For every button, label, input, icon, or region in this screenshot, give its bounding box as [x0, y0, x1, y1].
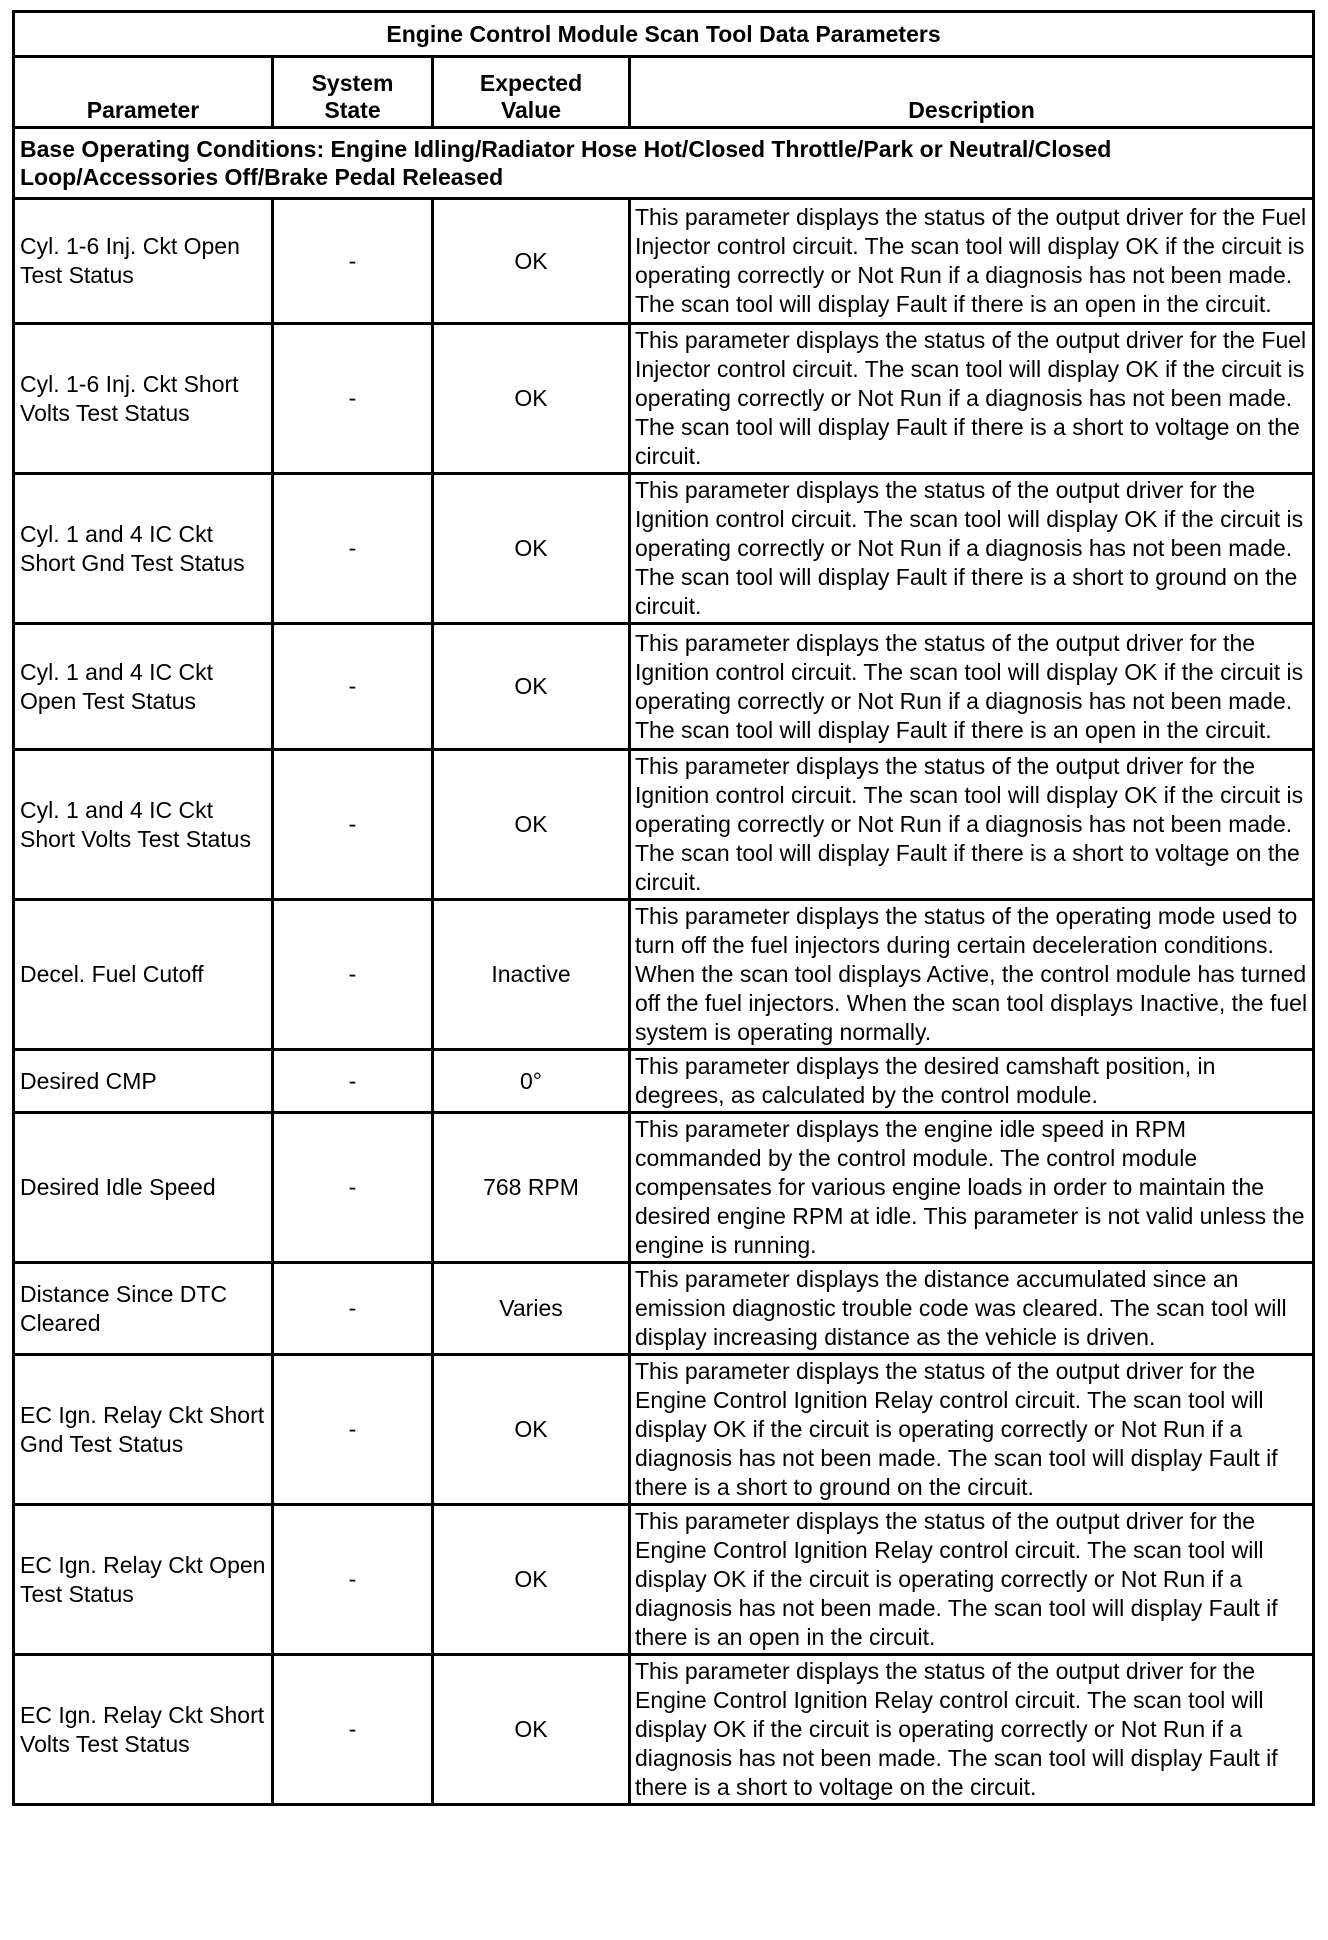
table-row	[14, 1050, 1314, 1113]
system-state-cell: -	[273, 324, 433, 474]
parameters-table	[12, 10, 1315, 1806]
expected-value-cell: OK	[433, 199, 630, 324]
parameter-cell: Decel. Fuel Cutoff	[14, 900, 273, 1050]
system-state-cell: -	[273, 1113, 433, 1263]
parameter-cell: Cyl. 1-6 Inj. Ckt Short Volts Test Status	[14, 324, 273, 474]
system-state-cell: -	[273, 1655, 433, 1805]
scan-tool-data-document	[12, 10, 1312, 1806]
parameter-cell: EC Ign. Relay Ckt Short Volts Test Status	[14, 1655, 273, 1805]
description-cell: This parameter displays the status of the output driver for the Engine Control Ignition Relay control circuit. The scan tool will display OK if the circuit is operating correctly or Not Run if a diagnosis has not been made. The scan tool will display Fault if there is an open in the circuit.	[630, 1505, 1314, 1655]
expected-value-cell: OK	[433, 1355, 630, 1505]
system-state-cell: -	[273, 1355, 433, 1505]
system-state-cell: -	[273, 199, 433, 324]
header-expected-value: Expected Value	[433, 57, 630, 128]
expected-value-cell: OK	[433, 474, 630, 624]
parameter-cell: EC Ign. Relay Ckt Short Gnd Test Status	[14, 1355, 273, 1505]
expected-value-cell: OK	[433, 324, 630, 474]
table-row	[14, 624, 1314, 750]
table-title-row	[14, 12, 1314, 57]
description-cell: This parameter displays the status of the output driver for the Fuel Injector control circuit. The scan tool will display OK if the circuit is operating correctly or Not Run if a diagnosis has not been made. The scan tool will display Fault if there is an open in the circuit.	[630, 199, 1314, 324]
description-cell: This parameter displays the status of the output driver for the Ignition control circuit. The scan tool will display OK if the circuit is operating correctly or Not Run if a diagnosis has not been made. The scan tool will display Fault if there is a short to ground on the circuit.	[630, 474, 1314, 624]
system-state-cell: -	[273, 1050, 433, 1113]
description-cell: This parameter displays the status of the output driver for the Ignition control circuit. The scan tool will display OK if the circuit is operating correctly or Not Run if a diagnosis has not been made. The scan tool will display Fault if there is an open in the circuit.	[630, 624, 1314, 750]
parameter-cell: EC Ign. Relay Ckt Open Test Status	[14, 1505, 273, 1655]
parameter-cell: Cyl. 1 and 4 IC Ckt Short Volts Test Status	[14, 750, 273, 900]
system-state-cell: -	[273, 474, 433, 624]
table-title: Engine Control Module Scan Tool Data Parameters	[14, 12, 1314, 57]
parameter-cell: Cyl. 1 and 4 IC Ckt Open Test Status	[14, 624, 273, 750]
expected-value-cell: 768 RPM	[433, 1113, 630, 1263]
expected-value-cell: Varies	[433, 1263, 630, 1355]
base-conditions-row	[14, 128, 1314, 199]
description-cell: This parameter displays the engine idle speed in RPM commanded by the control module. The control module compensates for various engine loads in order to maintain the desired engine RPM at idle. This parameter is not valid unless the engine is running.	[630, 1113, 1314, 1263]
description-cell: This parameter displays the status of the output driver for the Engine Control Ignition Relay control circuit. The scan tool will display OK if the circuit is operating correctly or Not Run if a diagnosis has not been made. The scan tool will display Fault if there is a short to ground on the circuit.	[630, 1355, 1314, 1505]
table-row	[14, 1505, 1314, 1655]
expected-value-cell: OK	[433, 624, 630, 750]
parameter-cell: Desired Idle Speed	[14, 1113, 273, 1263]
table-row	[14, 324, 1314, 474]
description-cell: This parameter displays the desired camshaft position, in degrees, as calculated by the control module.	[630, 1050, 1314, 1113]
system-state-cell: -	[273, 900, 433, 1050]
base-conditions: Base Operating Conditions: Engine Idling/Radiator Hose Hot/Closed Throttle/Park or Neutral/Closed Loop/Accessories Off/Brake Pedal Released	[14, 128, 1314, 199]
description-cell: This parameter displays the status of the output driver for the Fuel Injector control circuit. The scan tool will display OK if the circuit is operating correctly or Not Run if a diagnosis has not been made. The scan tool will display Fault if there is a short to voltage on the circuit.	[630, 324, 1314, 474]
parameter-cell: Desired CMP	[14, 1050, 273, 1113]
header-system-state: System State	[273, 57, 433, 128]
description-cell: This parameter displays the status of the output driver for the Engine Control Ignition Relay control circuit. The scan tool will display OK if the circuit is operating correctly or Not Run if a diagnosis has not been made. The scan tool will display Fault if there is a short to voltage on the circuit.	[630, 1655, 1314, 1805]
expected-value-cell: 0°	[433, 1050, 630, 1113]
header-parameter: Parameter	[14, 57, 273, 128]
table-row	[14, 900, 1314, 1050]
table-row	[14, 1655, 1314, 1805]
expected-value-cell: OK	[433, 750, 630, 900]
system-state-cell: -	[273, 1505, 433, 1655]
expected-value-cell: OK	[433, 1655, 630, 1805]
system-state-cell: -	[273, 750, 433, 900]
description-cell: This parameter displays the status of the output driver for the Ignition control circuit. The scan tool will display OK if the circuit is operating correctly or Not Run if a diagnosis has not been made. The scan tool will display Fault if there is a short to voltage on the circuit.	[630, 750, 1314, 900]
parameter-cell: Distance Since DTC Cleared	[14, 1263, 273, 1355]
parameter-cell: Cyl. 1 and 4 IC Ckt Short Gnd Test Status	[14, 474, 273, 624]
parameter-cell: Cyl. 1-6 Inj. Ckt Open Test Status	[14, 199, 273, 324]
system-state-cell: -	[273, 624, 433, 750]
table-row	[14, 1113, 1314, 1263]
table-row	[14, 750, 1314, 900]
header-description: Description	[630, 57, 1314, 128]
table-row	[14, 1263, 1314, 1355]
description-cell: This parameter displays the status of the operating mode used to turn off the fuel injectors during certain deceleration conditions. When the scan tool displays Active, the control module has turned off the fuel injectors. When the scan tool displays Inactive, the fuel system is operating normally.	[630, 900, 1314, 1050]
table-row	[14, 199, 1314, 324]
description-cell: This parameter displays the distance accumulated since an emission diagnostic trouble code was cleared. The scan tool will display increasing distance as the vehicle is driven.	[630, 1263, 1314, 1355]
table-row	[14, 1355, 1314, 1505]
system-state-cell: -	[273, 1263, 433, 1355]
expected-value-cell: Inactive	[433, 900, 630, 1050]
table-row	[14, 474, 1314, 624]
expected-value-cell: OK	[433, 1505, 630, 1655]
table-header-row	[14, 57, 1314, 128]
